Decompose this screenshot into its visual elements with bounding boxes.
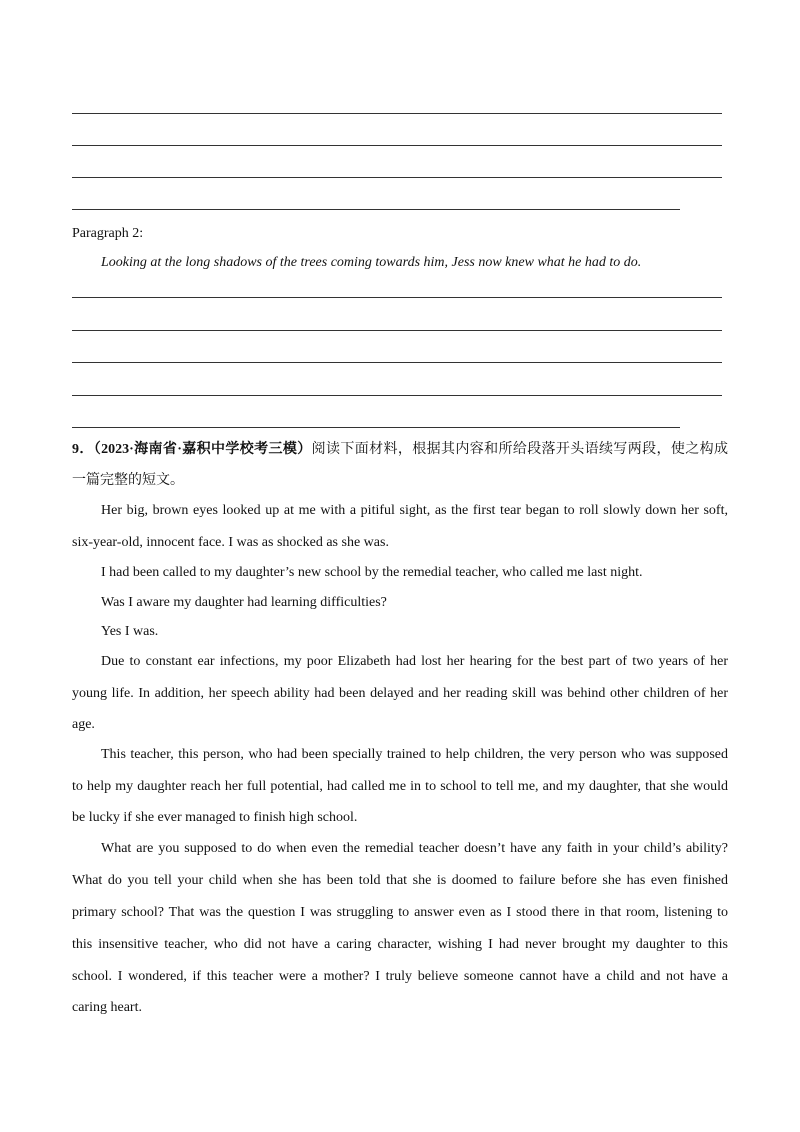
answer-line-8 — [72, 395, 722, 396]
paragraph-2-opening: Looking at the long shadows of the trees coming towards him, Jess now knew what he had to do. — [101, 255, 642, 270]
answer-line-4 — [72, 209, 680, 210]
question-number: 9． — [72, 442, 94, 457]
answer-line-5 — [72, 297, 722, 298]
passage-line: Yes I was. — [101, 624, 159, 639]
answer-line-1 — [72, 113, 722, 114]
passage-line: I had been called to my daughter’s new school by the remedial teacher, who called me last night. — [101, 565, 643, 580]
passage-line: primary school? That was the question I was struggling to answer even as I stood there in that room, listening to — [72, 905, 728, 920]
passage-line: this insensitive teacher, who did not have a caring character, wishing I had never brought my daughter to this — [72, 937, 728, 952]
answer-line-9 — [72, 427, 680, 428]
answer-line-6 — [72, 330, 722, 331]
question-instruction: 阅读下面材料，根据其内容和所给段落开头语续写两段，使之构成 — [311, 442, 729, 457]
paragraph-2-label: Paragraph 2: — [72, 226, 144, 241]
passage-line: six-year-old, innocent face. I was as shocked as she was. — [72, 535, 389, 550]
answer-line-3 — [72, 177, 722, 178]
passage-line: Her big, brown eyes looked up at me with a pitiful sight, as the first tear began to roll slowly down her soft, — [101, 503, 728, 518]
passage-line: This teacher, this person, who had been specially trained to help children, the very person who was supposed — [101, 747, 728, 762]
question-instruction-cont: 一篇完整的短文。 — [72, 473, 184, 488]
passage-line: be lucky if she ever managed to finish high school. — [72, 810, 358, 825]
question-source: （2023·海南省·嘉积中学校考三模） — [93, 442, 312, 457]
passage-line: caring heart. — [72, 1000, 142, 1015]
passage-line: age. — [72, 717, 95, 732]
passage-line: Due to constant ear infections, my poor Elizabeth had lost her hearing for the best part of two years of her — [101, 654, 728, 669]
passage-line: school. I wondered, if this teacher were a mother? I truly believe someone cannot have a child and not have a — [72, 969, 728, 984]
passage-line: What do you tell your child when she has been told that she is doomed to failure before she has even finished — [72, 873, 728, 888]
passage-line: young life. In addition, her speech ability had been delayed and her reading skill was behind other children of her — [72, 686, 728, 701]
answer-line-2 — [72, 145, 722, 146]
answer-line-7 — [72, 362, 722, 363]
passage-line: Was I aware my daughter had learning difficulties? — [101, 595, 387, 610]
question-9-header — [72, 442, 728, 458]
passage-line: What are you supposed to do when even the remedial teacher doesn’t have any faith in your child’s ability? — [101, 841, 728, 856]
passage-line: to help my daughter reach her full potential, had called me in to school to tell me, and my daughter, that she would — [72, 779, 728, 794]
